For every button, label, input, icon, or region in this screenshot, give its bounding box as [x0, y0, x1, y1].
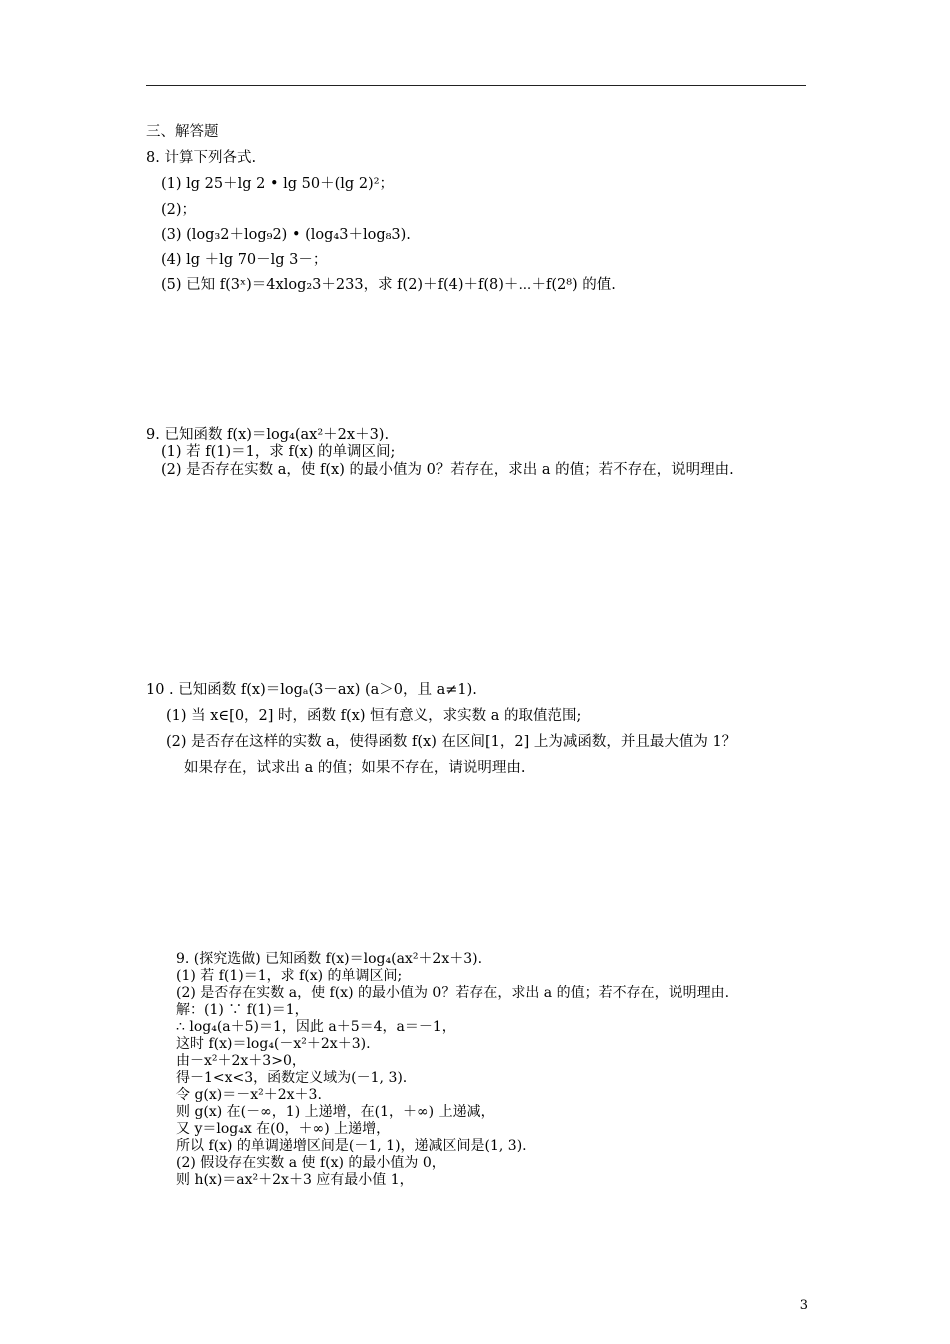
solution-line: ∴ log₄(a＋5)＝1，因此 a＋5＝4，a＝－1， — [176, 1019, 456, 1035]
solution-line: 所以 f(x) 的单调递增区间是(－1, 1)，递减区间是(1, 3). — [176, 1138, 527, 1154]
q9-item-2: (2) 是否存在实数 a，使 f(x) 的最小值为 0？若存在，求出 a 的值；若不存在，说明理由. — [161, 462, 734, 478]
section-title: 三、解答题 — [146, 124, 219, 140]
solution-line: 则 g(x) 在(－∞，1) 上递增，在(1，＋∞) 上递减， — [176, 1104, 495, 1120]
solution-line: 又 y＝log₄x 在(0，＋∞) 上递增， — [176, 1121, 391, 1137]
q8-item-5: (5) 已知 f(3ˣ)＝4xlog₂3＋233，求 f(2)＋f(4)＋f(8)＋⋯＋f(2⁸) 的值. — [161, 277, 616, 293]
q9-item-1: (1) 若 f(1)＝1，求 f(x) 的单调区间; — [161, 444, 396, 460]
q10-item-1: (1) 当 x∈[0，2] 时，函数 f(x) 恒有意义，求实数 a 的取值范围; — [166, 708, 582, 724]
solution-line: (2) 假设存在实数 a 使 f(x) 的最小值为 0， — [176, 1155, 446, 1171]
solution-line: 则 h(x)＝ax²＋2x＋3 应有最小值 1， — [176, 1172, 414, 1188]
q9-title: 9. 已知函数 f(x)＝log₄(ax²＋2x＋3). — [146, 427, 390, 443]
solution-line: 由－x²＋2x＋3>0， — [176, 1053, 306, 1069]
solution-line: 得－1<x<3，函数定义域为(－1, 3). — [176, 1070, 408, 1086]
solution-line: 9. (探究选做) 已知函数 f(x)＝log₄(ax²＋2x＋3). — [176, 951, 483, 967]
solution-line: (1) 若 f(1)＝1，求 f(x) 的单调区间; — [176, 968, 403, 984]
q10-item-2: (2) 是否存在这样的实数 a，使得函数 f(x) 在区间[1，2] 上为减函数，并且最大值为 1？ — [166, 734, 737, 750]
q8-item-4: (4) lg ＋lg 70－lg 3－； — [161, 252, 328, 268]
q10-title: 10 . 已知函数 f(x)＝logₐ(3－ax) (a＞0，且 a≠1). — [146, 682, 477, 698]
page-number: 3 — [799, 1298, 808, 1313]
q8-item-2: (2)； — [161, 202, 197, 218]
q8-item-3: (3) (log₃2＋log₉2) • (log₄3＋log₈3). — [161, 227, 411, 243]
q8-item-1: (1) lg 25＋lg 2 • lg 50＋(lg 2)²； — [161, 176, 395, 192]
solution-line: (2) 是否存在实数 a，使 f(x) 的最小值为 0？若存在，求出 a 的值；若不存在，说明理由. — [176, 985, 730, 1001]
q8-title: 8. 计算下列各式. — [146, 150, 257, 166]
q10-item-3: 如果存在，试求出 a 的值；如果不存在，请说明理由. — [184, 760, 526, 776]
solution-line: 令 g(x)＝－x²＋2x＋3. — [176, 1087, 322, 1103]
solution-line: 这时 f(x)＝log₄(－x²＋2x＋3). — [176, 1036, 371, 1052]
solution-line: 解：(1) ∵ f(1)＝1， — [176, 1002, 309, 1018]
header-rule — [146, 85, 806, 86]
